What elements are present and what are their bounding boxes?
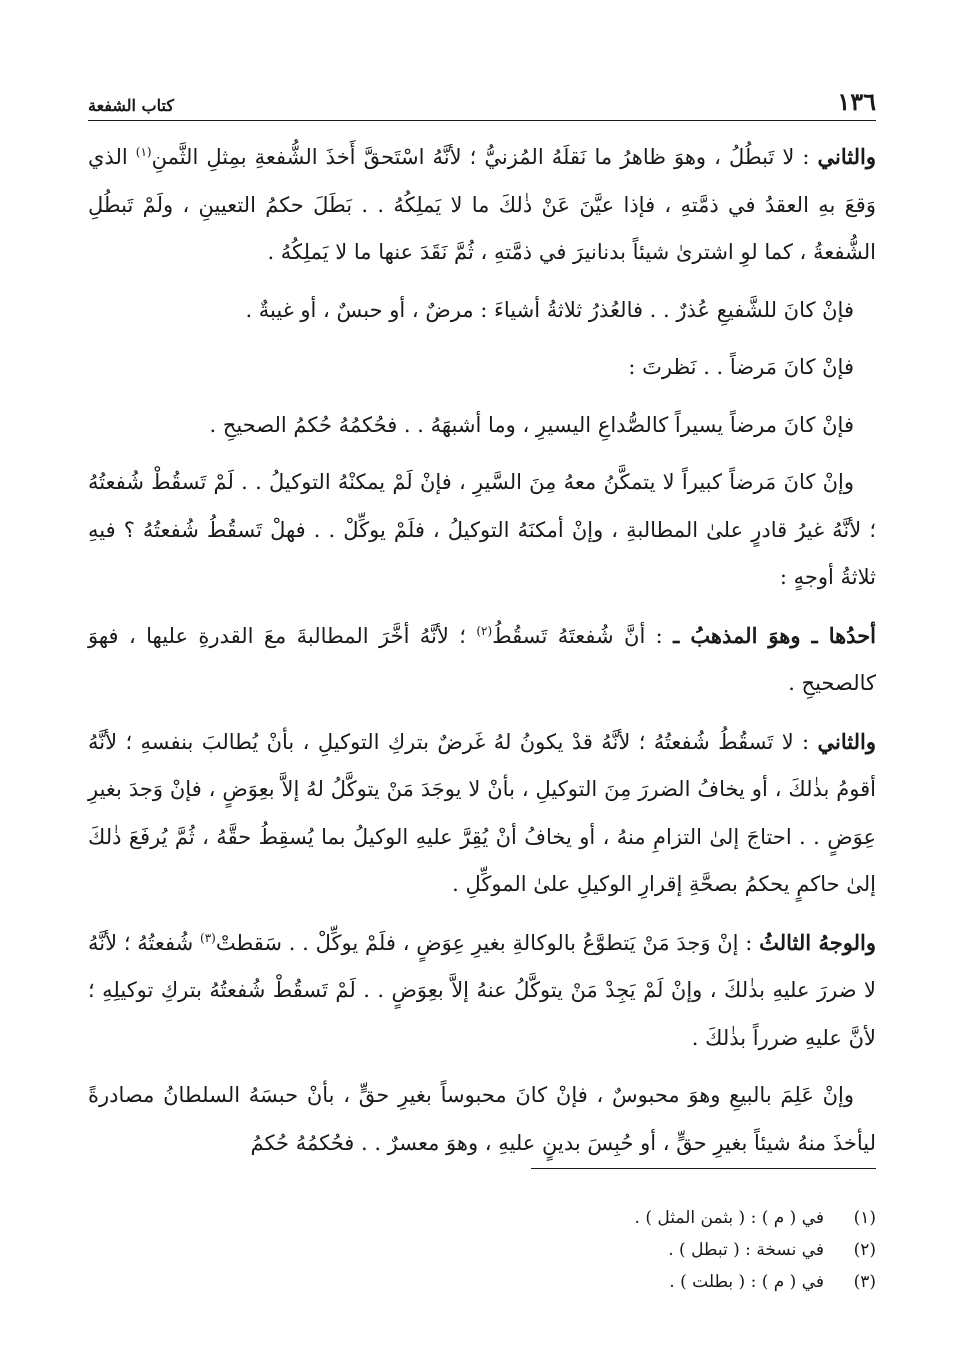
footnote-text: في نسخة : ( تبطل ) . (668, 1240, 824, 1260)
paragraph (88, 287, 876, 335)
paragraph (88, 919, 876, 1063)
paragraph-text: فإنْ كانَ مَرضاً . . نَظرتَ : (628, 355, 854, 379)
paragraph (88, 718, 876, 909)
paragraph (88, 459, 876, 602)
page-number: ١٣٦ (837, 87, 876, 116)
paragraph-lead: أحدُها ـ وهوَ المذهبُ ـ (673, 622, 877, 648)
paragraph-text-cont: ؛ لأنَّهُ أخَّرَ المطالبةَ معَ القدرةِ عليها ، فهوَ كالصحيحِ . (88, 623, 876, 695)
footnote-ref: (٣) (200, 930, 216, 945)
paragraph-text: وإنْ عَلِمَ بالبيعِ وهوَ محبوسٌ ، فإنْ كانَ محبوساً بغيرِ حقٍّ ، بأنْ حبسَهُ السلطانُ مصادرةً ليأخذَ منهُ شيئاً بغيرِ حقٍّ ، أو حُبِسَ بدينٍ عليهِ ، وهوَ معسرٌ . . فحُكمُهُ حُكمُ (88, 1083, 876, 1155)
paragraph-text: : لا تَبطُلُ ، وهوَ ظاهرُ ما نَقلَهُ المُزنيُّ ؛ لأنَّهُ اسْتَحقَّ أَخذَ الشُّفعةِ بمِثلِ الثَّمنِ (151, 145, 818, 169)
footnote-number: (٣) (853, 1272, 876, 1292)
footnote-text: في ( م ) : ( بطلت ) . (669, 1272, 824, 1292)
paragraph (88, 344, 876, 392)
paragraph (88, 133, 876, 277)
paragraph (88, 1072, 876, 1167)
footnote (88, 1234, 876, 1266)
footnote (88, 1266, 876, 1298)
paragraph-text: فإنْ كانَ للشَّفيعِ عُذرٌ . . فالعُذرُ ثلاثةُ أشياءَ : مرضٌ ، أو حبسٌ ، أو غيبةٌ . (245, 297, 854, 322)
paragraph-text: وإنْ كانَ مَرضاً كبيراً لا يتمكَّنُ معهُ مِنَ السَّيرِ ، فإنْ لَمْ يمكنْهُ التوكيلُ . . لَمْ تَسقُطْ شُفعتُهُ ؛ لأنَّهُ غيرُ قادرٍ علىٰ المطالبةِ ، وإنْ أمكنَهُ التوكيلُ ، فلَمْ يوكِّلْ . . فهلْ تَسقُطُ شُفعتُهُ ؟ فيهِ ثلاثةُ أوجهٍ : (88, 470, 876, 589)
footnote-number: (١) (853, 1208, 876, 1228)
paragraph-text-cont: الذي وَقعَ بهِ العقدُ في ذمَّتهِ ، فإذا عيَّنَ عَنْ ذٰلكَ ما لا يَملِكُهُ . . بَطَلَ حكمُ التعيينِ ، ولَمْ تَبطُلِ الشُّفعةُ ، كما لوِ اشترىٰ شيئاً بدنانيرَ في ذمَّتهِ ، ثُمَّ نَقَدَ عنها ما لا يَملِكُهُ . (88, 145, 876, 264)
paragraph-text-cont: شُفعتُهُ ؛ لأنَّهُ لا ضررَ عليهِ بذٰلكَ ، وإنْ لَمْ يَجِدْ مَنْ يتوكَّلُ عنهُ إلاَّ بعِوَضٍ . . لَمْ تَسقُطْ شُفعتُهُ بتركِ توكيلِهِ ؛ لأنَّ عليهِ ضرراً بذٰلكَ . (88, 930, 876, 1050)
paragraph-text: : لا تَسقُطُ شُفعتُهُ ؛ لأنَّهُ قدْ يكونُ لهُ غَرضٌ بتركِ التوكيلِ ، بأنْ يُطالبَ بنفسهِ ؛ لأنَّهُ أقومُ بذٰلكَ ، أو يخافُ الضررَ مِنَ التوكيلِ ، بأنْ لا يوجَدَ مَنْ يتوكَّلُ لهُ إلاَّ بعِوَضٍ ، فإنْ وَجدَ بغيرِ عِوَضٍ . . احتاجَ إلىٰ التزامِ منهُ ، أو يخافُ أنْ يُقِرَّ عليهِ الوكيلُ بما يُسقِطُ حقَّهُ ، ثُمَّ يُرفَعَ ذٰلكَ إلىٰ حاكمٍ يحكمُ بصحَّةِ إقرارِ الوكيلِ علىٰ الموكِّلِ . (88, 729, 876, 896)
footnote-number: (٢) (853, 1240, 876, 1260)
footnote-ref: (١) (135, 145, 152, 159)
paragraph-lead: والوجهُ الثالثُ (759, 929, 876, 955)
paragraph-lead: والثاني (817, 144, 876, 169)
book-title: كتاب الشفعة (88, 96, 174, 115)
paragraph (88, 612, 876, 708)
paragraph-text: : أنَّ شُفعتَهُ تَسقُطُ (492, 623, 674, 648)
running-header (88, 80, 876, 121)
paragraph-text: : إنْ وَجدَ مَنْ يَتطوَّعُ بالوكالةِ بغيرِ عِوَضٍ ، فلَمْ يوكِّلْ . . سَقطتْ (215, 930, 760, 955)
paragraph-text: فإنْ كانَ مرضاً يسيراً كالصُّداعِ اليسيرِ ، وما أشبهَهُ . . فحُكمُهُ حُكمُ الصحيحِ . (209, 412, 854, 437)
paragraph (88, 402, 876, 450)
footnote-text: في ( م ) : ( بثمن المثل ) . (634, 1208, 824, 1228)
footnote-ref: (٢) (476, 623, 493, 638)
footnote (88, 1202, 876, 1234)
paragraph-lead: والثاني (817, 728, 876, 754)
body-text (88, 133, 876, 1167)
footnotes (88, 1202, 876, 1298)
footnote-divider (531, 1168, 876, 1169)
